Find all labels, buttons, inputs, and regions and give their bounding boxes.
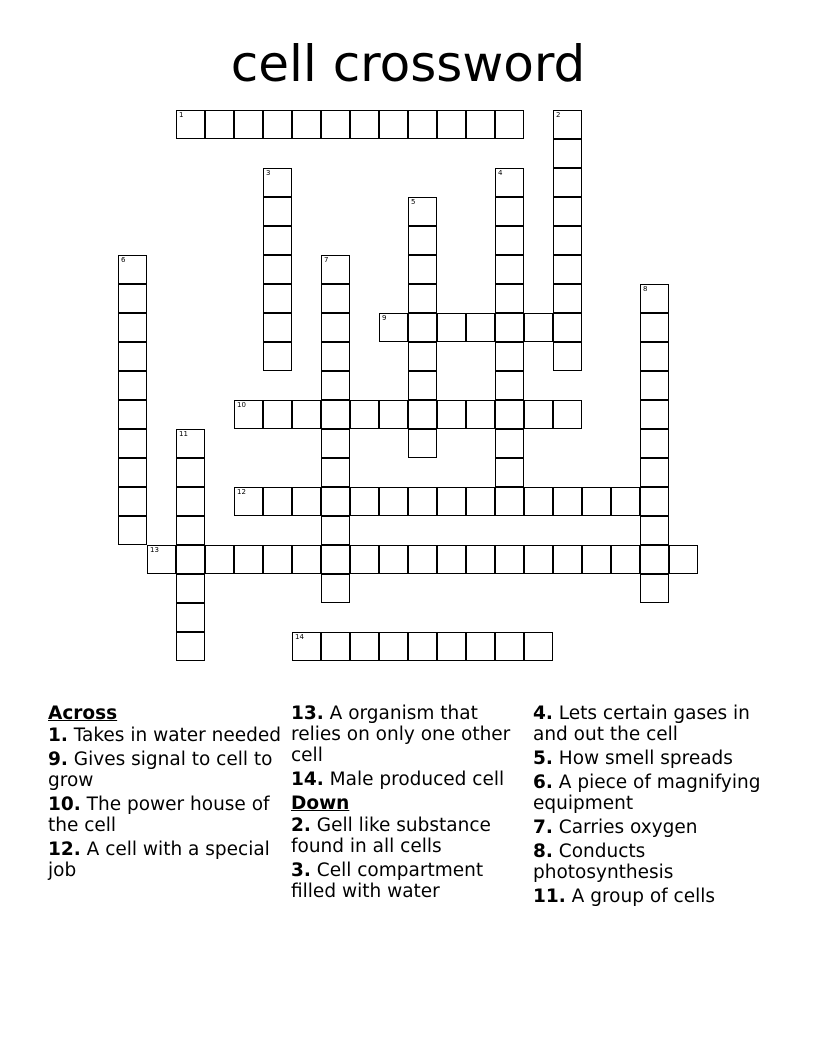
- grid-cell[interactable]: [379, 487, 408, 516]
- clue-down-3: 3. Cell compartment filled with water: [291, 860, 484, 902]
- grid-cell[interactable]: [553, 545, 582, 574]
- clue-number: 14: [295, 633, 304, 641]
- grid-cell[interactable]: [524, 400, 553, 429]
- grid-cell[interactable]: [640, 516, 669, 545]
- grid-cell[interactable]: [408, 226, 437, 255]
- grid-cell[interactable]: [263, 545, 292, 574]
- clue-down-8: 8. Conducts photosynthesis: [533, 841, 674, 883]
- grid-cell[interactable]: [524, 313, 553, 342]
- grid-cell[interactable]: [234, 400, 263, 429]
- grid-cell[interactable]: [408, 487, 437, 516]
- grid-cell[interactable]: [263, 255, 292, 284]
- grid-cell[interactable]: [408, 371, 437, 400]
- grid-cell[interactable]: [437, 110, 466, 139]
- grid-cell[interactable]: [495, 632, 524, 661]
- grid-cell[interactable]: [118, 371, 147, 400]
- grid-cell[interactable]: [408, 400, 437, 429]
- clue-number: 1: [179, 111, 184, 119]
- grid-cell[interactable]: [118, 342, 147, 371]
- grid-cell[interactable]: [176, 487, 205, 516]
- grid-cell[interactable]: [118, 255, 147, 284]
- grid-cell[interactable]: [147, 545, 176, 574]
- grid-cell[interactable]: [495, 371, 524, 400]
- grid-cell[interactable]: [495, 197, 524, 226]
- grid-cell[interactable]: [321, 487, 350, 516]
- grid-cell[interactable]: [524, 545, 553, 574]
- grid-cell[interactable]: [495, 429, 524, 458]
- grid-cell[interactable]: [263, 168, 292, 197]
- grid-cell[interactable]: [495, 110, 524, 139]
- grid-cell[interactable]: [118, 487, 147, 516]
- clue-number: 8: [643, 285, 648, 293]
- grid-cell[interactable]: [118, 516, 147, 545]
- grid-cell[interactable]: [553, 197, 582, 226]
- clue-across-12: 12. A cell with a special job: [48, 839, 270, 881]
- grid-cell[interactable]: [408, 342, 437, 371]
- grid-cell[interactable]: [553, 255, 582, 284]
- grid-cell[interactable]: [350, 487, 379, 516]
- grid-cell[interactable]: [408, 545, 437, 574]
- grid-cell[interactable]: [263, 226, 292, 255]
- grid-cell[interactable]: [437, 632, 466, 661]
- grid-cell[interactable]: [408, 313, 437, 342]
- grid-cell[interactable]: [205, 545, 234, 574]
- grid-cell[interactable]: [321, 110, 350, 139]
- grid-cell[interactable]: [466, 313, 495, 342]
- grid-cell[interactable]: [263, 313, 292, 342]
- grid-cell[interactable]: [495, 342, 524, 371]
- puzzle-title: cell crossword: [230, 35, 586, 93]
- grid-cell[interactable]: [640, 284, 669, 313]
- grid-cell[interactable]: [379, 545, 408, 574]
- grid-cell[interactable]: [350, 400, 379, 429]
- grid-cell[interactable]: [263, 400, 292, 429]
- grid-cell[interactable]: [408, 429, 437, 458]
- grid-cell[interactable]: [582, 545, 611, 574]
- grid-cell[interactable]: [495, 458, 524, 487]
- clue-number: 6: [121, 256, 126, 264]
- clue-down-2: 2. Gell like substance found in all cells: [291, 815, 491, 857]
- clue-number: 2: [556, 111, 561, 119]
- grid-cell[interactable]: [408, 197, 437, 226]
- clue-number: 4: [498, 169, 503, 177]
- grid-cell[interactable]: [321, 574, 350, 603]
- clue-number: 3: [266, 169, 271, 177]
- grid-cell[interactable]: [553, 110, 582, 139]
- grid-cell[interactable]: [640, 342, 669, 371]
- grid-cell[interactable]: [524, 487, 553, 516]
- across-heading: Across: [48, 703, 118, 724]
- grid-cell[interactable]: [292, 487, 321, 516]
- clue-across-13: 13. A organism that relies on only one other cell: [291, 703, 511, 766]
- grid-cell[interactable]: [553, 284, 582, 313]
- grid-cell[interactable]: [495, 168, 524, 197]
- grid-cell[interactable]: [437, 487, 466, 516]
- grid-cell[interactable]: [234, 487, 263, 516]
- grid-cell[interactable]: [321, 255, 350, 284]
- grid-cell[interactable]: [205, 110, 234, 139]
- grid-cell[interactable]: [553, 168, 582, 197]
- clue-number: 7: [324, 256, 329, 264]
- grid-cell[interactable]: [118, 400, 147, 429]
- grid-cell[interactable]: [379, 400, 408, 429]
- grid-cell[interactable]: [437, 313, 466, 342]
- grid-cell[interactable]: [437, 545, 466, 574]
- grid-cell[interactable]: [495, 226, 524, 255]
- grid-cell[interactable]: [350, 110, 379, 139]
- grid-cell[interactable]: [263, 110, 292, 139]
- grid-cell[interactable]: [292, 400, 321, 429]
- grid-cell[interactable]: [640, 400, 669, 429]
- grid-cell[interactable]: [553, 226, 582, 255]
- grid-cell[interactable]: [640, 371, 669, 400]
- grid-cell[interactable]: [176, 545, 205, 574]
- grid-cell[interactable]: [495, 284, 524, 313]
- grid-cell[interactable]: [553, 313, 582, 342]
- grid-cell[interactable]: [263, 487, 292, 516]
- grid-cell[interactable]: [176, 458, 205, 487]
- clue-across-10: 10. The power house of the cell: [48, 794, 270, 836]
- grid-cell[interactable]: [640, 429, 669, 458]
- grid-cell[interactable]: [321, 632, 350, 661]
- grid-cell[interactable]: [321, 516, 350, 545]
- grid-cell[interactable]: [669, 545, 698, 574]
- down-heading: Down: [291, 793, 350, 814]
- grid-cell[interactable]: [495, 545, 524, 574]
- grid-cell[interactable]: [640, 458, 669, 487]
- grid-cell[interactable]: [118, 429, 147, 458]
- grid-cell[interactable]: [495, 255, 524, 284]
- grid-cell[interactable]: [640, 487, 669, 516]
- grid-cell[interactable]: [408, 632, 437, 661]
- grid-cell[interactable]: [234, 545, 263, 574]
- grid-cell[interactable]: [611, 487, 640, 516]
- clue-down-7: 7. Carries oxygen: [533, 817, 698, 838]
- grid-cell[interactable]: [379, 110, 408, 139]
- grid-cell[interactable]: [553, 400, 582, 429]
- grid-cell[interactable]: [408, 284, 437, 313]
- grid-cell[interactable]: [553, 342, 582, 371]
- grid-cell[interactable]: [495, 400, 524, 429]
- grid-cell[interactable]: [350, 545, 379, 574]
- clue-down-5: 5. How smell spreads: [533, 748, 733, 769]
- grid-cell[interactable]: [466, 545, 495, 574]
- grid-cell[interactable]: [176, 632, 205, 661]
- grid-cell[interactable]: [321, 429, 350, 458]
- grid-cell[interactable]: [640, 545, 669, 574]
- grid-cell[interactable]: [176, 429, 205, 458]
- grid-cell[interactable]: [292, 632, 321, 661]
- grid-cell[interactable]: [553, 139, 582, 168]
- grid-cell[interactable]: [234, 110, 263, 139]
- grid-cell[interactable]: [176, 603, 205, 632]
- grid-cell[interactable]: [553, 487, 582, 516]
- clue-column-1: [48, 703, 283, 884]
- clue-down-4: 4. Lets certain gases in and out the cell: [533, 703, 750, 745]
- grid-cell[interactable]: [263, 342, 292, 371]
- clue-down-6: 6. A piece of magnifying equipment: [533, 772, 761, 814]
- grid-cell[interactable]: [118, 458, 147, 487]
- grid-cell[interactable]: [118, 284, 147, 313]
- grid-cell[interactable]: [611, 545, 640, 574]
- grid-cell[interactable]: [495, 313, 524, 342]
- grid-cell[interactable]: [582, 487, 611, 516]
- grid-cell[interactable]: [640, 574, 669, 603]
- clue-number: 13: [150, 546, 159, 554]
- clue-across-14: 14. Male produced cell: [291, 769, 505, 790]
- grid-cell[interactable]: [263, 197, 292, 226]
- clue-across-1: 1. Takes in water needed: [48, 725, 282, 746]
- grid-cell[interactable]: [495, 487, 524, 516]
- clue-across-9: 9. Gives signal to cell to grow: [48, 749, 273, 791]
- grid-cell[interactable]: [640, 313, 669, 342]
- clue-number: 11: [179, 430, 188, 438]
- grid-cell[interactable]: [350, 632, 379, 661]
- grid-cell[interactable]: [118, 313, 147, 342]
- grid-cell[interactable]: [437, 400, 466, 429]
- grid-cell[interactable]: [292, 545, 321, 574]
- grid-cell[interactable]: [321, 458, 350, 487]
- grid-cell[interactable]: [379, 313, 408, 342]
- grid-cell[interactable]: [321, 371, 350, 400]
- clue-column-3: [533, 703, 773, 910]
- grid-cell[interactable]: [408, 255, 437, 284]
- clue-number: 9: [382, 314, 387, 322]
- grid-cell[interactable]: [321, 284, 350, 313]
- grid-cell[interactable]: [466, 400, 495, 429]
- grid-cell[interactable]: [379, 632, 408, 661]
- grid-cell[interactable]: [466, 487, 495, 516]
- clue-number: 5: [411, 198, 416, 206]
- grid-cell[interactable]: [321, 313, 350, 342]
- grid-cell[interactable]: [408, 110, 437, 139]
- grid-cell[interactable]: [176, 516, 205, 545]
- grid-cell[interactable]: [466, 632, 495, 661]
- grid-cell[interactable]: [524, 632, 553, 661]
- clue-down-11: 11. A group of cells: [533, 886, 716, 907]
- grid-cell[interactable]: [466, 110, 495, 139]
- grid-cell[interactable]: [321, 545, 350, 574]
- grid-cell[interactable]: [321, 400, 350, 429]
- clue-column-2: [291, 703, 526, 905]
- grid-cell[interactable]: [176, 110, 205, 139]
- grid-cell[interactable]: [263, 284, 292, 313]
- grid-cell[interactable]: [321, 342, 350, 371]
- clue-number: 10: [237, 401, 246, 409]
- clue-number: 12: [237, 488, 246, 496]
- grid-cell[interactable]: [292, 110, 321, 139]
- grid-cell[interactable]: [176, 574, 205, 603]
